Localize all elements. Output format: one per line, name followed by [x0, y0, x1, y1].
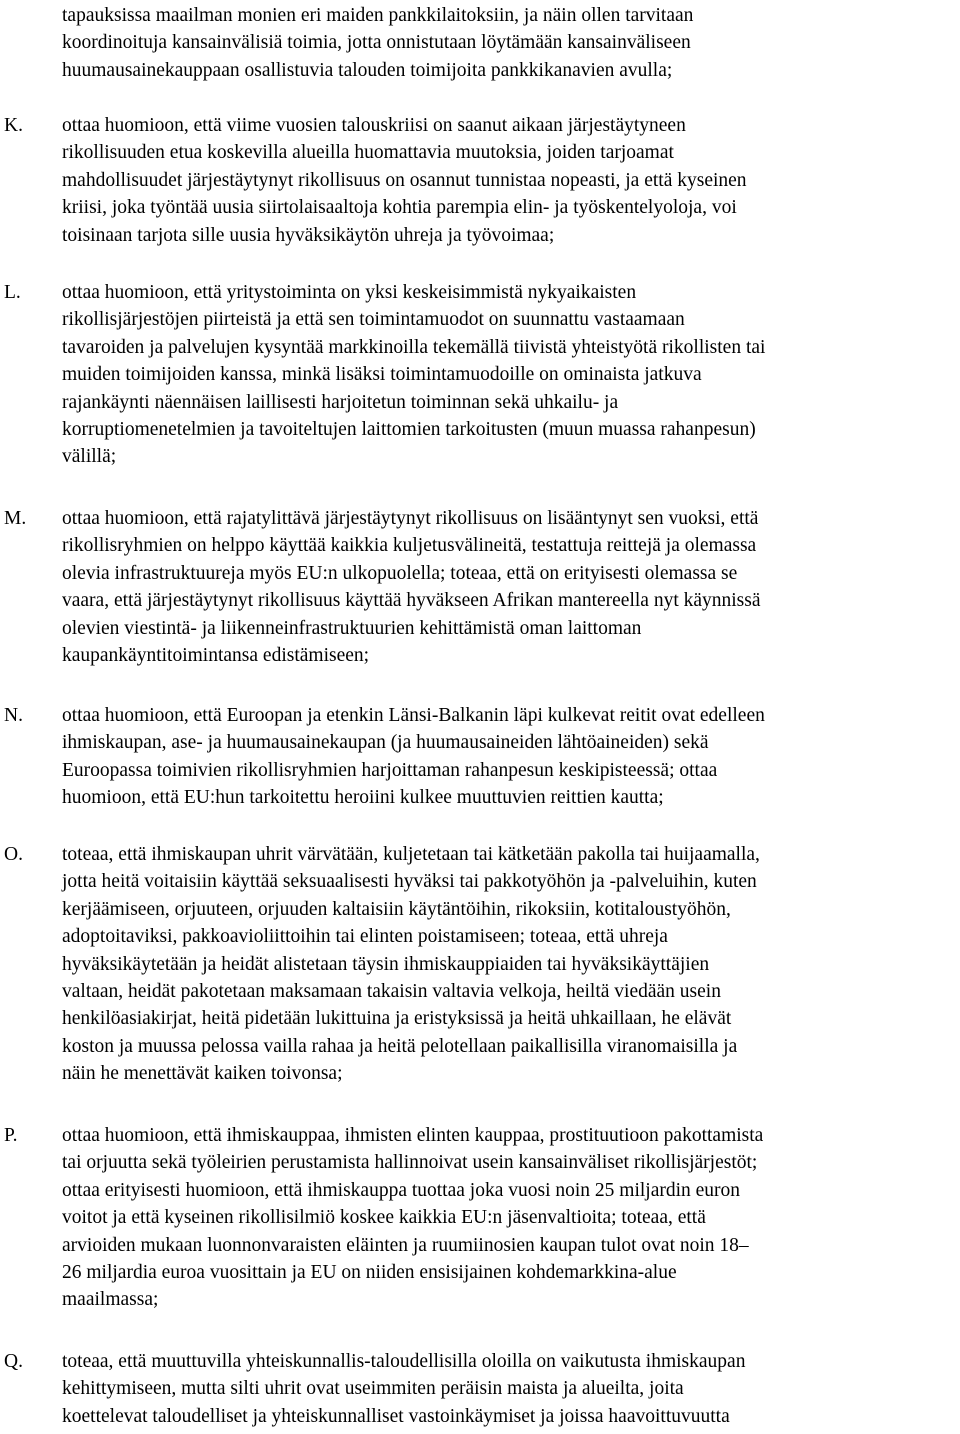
recital-text: [62, 1122, 955, 1314]
text-line: toisinaan tarjota sille uusia hyväksikäytön uhreja ja työvoimaa;: [62, 224, 555, 246]
text-line: välillä;: [62, 446, 117, 468]
text-line: toteaa, että muuttuvilla yhteiskunnallis-taloudellisilla oloilla on vaikutusta ihmiskaupan: [62, 1351, 746, 1372]
recital-letter: Q.: [4, 1351, 23, 1372]
text-line: rajankäynti näennäisen laillisesti harjoitetun toiminnan sekä uhkailu- ja: [62, 391, 619, 413]
text-line: 26 miljardia euroa vuosittain ja EU on niiden ensisijainen kohdemarkkina-alue: [62, 1262, 677, 1284]
recital-letter: K.: [4, 115, 23, 136]
text-line: maailmassa;: [62, 1289, 159, 1311]
text-line: tapauksissa maailman monien eri maiden pankkilaitoksiin, ja näin ollen tarvitaan: [62, 5, 694, 26]
text-line: kehittymiseen, mutta silti uhrit ovat useimmiten peräisin maista ja alueilta, joita: [62, 1378, 684, 1400]
text-line: mahdollisuudet järjestäytynyt rikollisuus on osannut tunnistaa nopeasti, ja että kyseinen: [62, 169, 747, 191]
recital-letter: M.: [4, 508, 27, 529]
recital-text: [62, 702, 955, 812]
text-line: valtaan, heidät pakotetaan maksamaan takaisin valtavia velkoja, heiltä viedään usein: [62, 981, 721, 1003]
text-line: rikollisuuden etua koskevilla alueilla huomattavia muutoksia, joiden tarjoamat: [62, 142, 674, 164]
text-line: ottaa huomioon, että rajatylittävä järjestäytynyt rikollisuus on lisääntynyt sen vuoksi, että: [62, 508, 759, 529]
text-line: tavaroiden ja palvelujen kysyntää markkinoilla tekemällä tiivistä yhteistyötä rikollisten tai: [62, 336, 766, 358]
recital-text: [62, 505, 955, 669]
text-line: koordinoituja kansainvälisiä toimia, jotta onnistutaan löytämään kansainväliseen: [62, 32, 691, 54]
text-line: rikollisjärjestöjen piirteistä ja että sen toimintamuodot on suunnattu vastaamaan: [62, 309, 685, 331]
text-line: ihmiskaupan, ase- ja huumausainekaupan (ja huumausaineiden lähtöaineiden) sekä: [62, 732, 709, 754]
recital-letter: L.: [4, 282, 21, 303]
text-line: voitot ja että kyseinen rikollisilmiö koskee kaikkia EU:n jäsenvaltioita; toteaa, että: [62, 1207, 706, 1229]
text-line: ottaa huomioon, että yritystoiminta on yksi keskeisimmistä nykyaikaisten: [62, 282, 637, 303]
text-line: toteaa, että ihmiskaupan uhrit värvätään, kuljetetaan tai kätketään pakolla tai huijaamalla,: [62, 844, 760, 865]
text-line: vaara, että järjestäytynyt rikollisuus käyttää hyväkseen Afrikan mantereella nyt käynnissä: [62, 590, 761, 612]
text-line: kerjäämiseen, orjuuteen, orjuuden kaltaisiin käytäntöihin, rikoksiin, kotitaloustyöhön,: [62, 898, 731, 920]
text-line: arvioiden mukaan luonnonvaraisten eläinten ja ruumiinosien kaupan tulot ovat noin 18–: [62, 1234, 749, 1256]
text-line: olevien viestintä- ja liikenneinfrastruktuurien kehittämistä oman laittoman: [62, 617, 642, 639]
recital-text: [62, 279, 955, 471]
text-line: Euroopassa toimivien rikollisryhmien harjoittaman rahanpesun keskipisteessä; ottaa: [62, 759, 718, 781]
text-line: huumausainekauppaan osallistuvia talouden toimijoita pankkikanavien avulla;: [62, 59, 673, 81]
text-line: koettelevat taloudelliset ja yhteiskunnalliset vastoinkäymiset ja joissa haavoittuvuutta: [62, 1405, 730, 1427]
recital-letter: P.: [4, 1125, 18, 1146]
text-line: ottaa huomioon, että Euroopan ja etenkin Länsi-Balkanin läpi kulkevat reitit ovat edelleen: [62, 705, 765, 726]
text-line: ottaa huomioon, että ihmiskauppaa, ihmisten elinten kauppaa, prostituutioon pakottamista: [62, 1125, 764, 1146]
recital-text: [62, 841, 955, 1088]
text-line: rikollisryhmien on helppo käyttää kaikkia kuljetusvälineitä, testattuja reittejä ja olemassa: [62, 535, 757, 557]
text-line: adoptoitaviksi, pakkoavioliittoihin tai elinten poistamiseen; toteaa, että uhreja: [62, 926, 668, 948]
recital-text: [62, 112, 955, 249]
text-line: henkilöasiakirjat, heitä pidetään lukittuina ja eristyksissä ja heitä uhkaillaan, he elävät: [62, 1008, 732, 1030]
text-line: jotta heitä voitaisiin käyttää seksuaalisesti hyväksi tai pakkotyöhön ja -palveluihin, kuten: [62, 871, 757, 893]
text-line: hyväksikäytetään ja heidät alistetaan täysin ihmiskauppiaiden tai hyväksikäyttäjien: [62, 953, 710, 975]
text-line: kriisi, joka työntää uusia siirtolaisaaltoja kohtia parempia elin- ja työskentelyoloja, voi: [62, 197, 737, 219]
text-line: koston ja muussa pelossa vailla rahaa ja heitä pelotellaan paikallisilla viranomaisilla ja: [62, 1035, 738, 1057]
text-line: näin he menettävät kaiken toivonsa;: [62, 1063, 343, 1085]
text-line: olevia infrastruktuureja myös EU:n ulkopuolella; toteaa, että on erityisesti olemassa se: [62, 562, 738, 584]
text-line: korruptiomenetelmien ja tavoiteltujen laittomien tarkoitusten (muun muassa rahanpesun): [62, 419, 756, 441]
text-line: ottaa erityisesti huomioon, että ihmiskauppa tuottaa joka vuosi noin 25 miljardin euron: [62, 1179, 741, 1201]
text-line: muiden toimijoiden kanssa, minkä lisäksi toimintamuodoille on ominaista jatkuva: [62, 364, 702, 386]
recital-text: [62, 1348, 955, 1430]
text-line: ottaa huomioon, että viime vuosien talouskriisi on saanut aikaan järjestäytyneen: [62, 115, 686, 136]
text-line: tai orjuutta sekä työleirien perustamista hallinnoivat usein kansainväliset rikollisjärjestöt;: [62, 1152, 758, 1174]
text-line: kaupankäyntitoimintansa edistämiseen;: [62, 645, 370, 667]
recital-letter: O.: [4, 844, 23, 865]
recital-letter: N.: [4, 705, 23, 726]
text-line: huomioon, että EU:hun tarkoitettu heroiini kulkee muuttuvien reittien kautta;: [62, 787, 664, 809]
intro-paragraph: [62, 2, 955, 84]
